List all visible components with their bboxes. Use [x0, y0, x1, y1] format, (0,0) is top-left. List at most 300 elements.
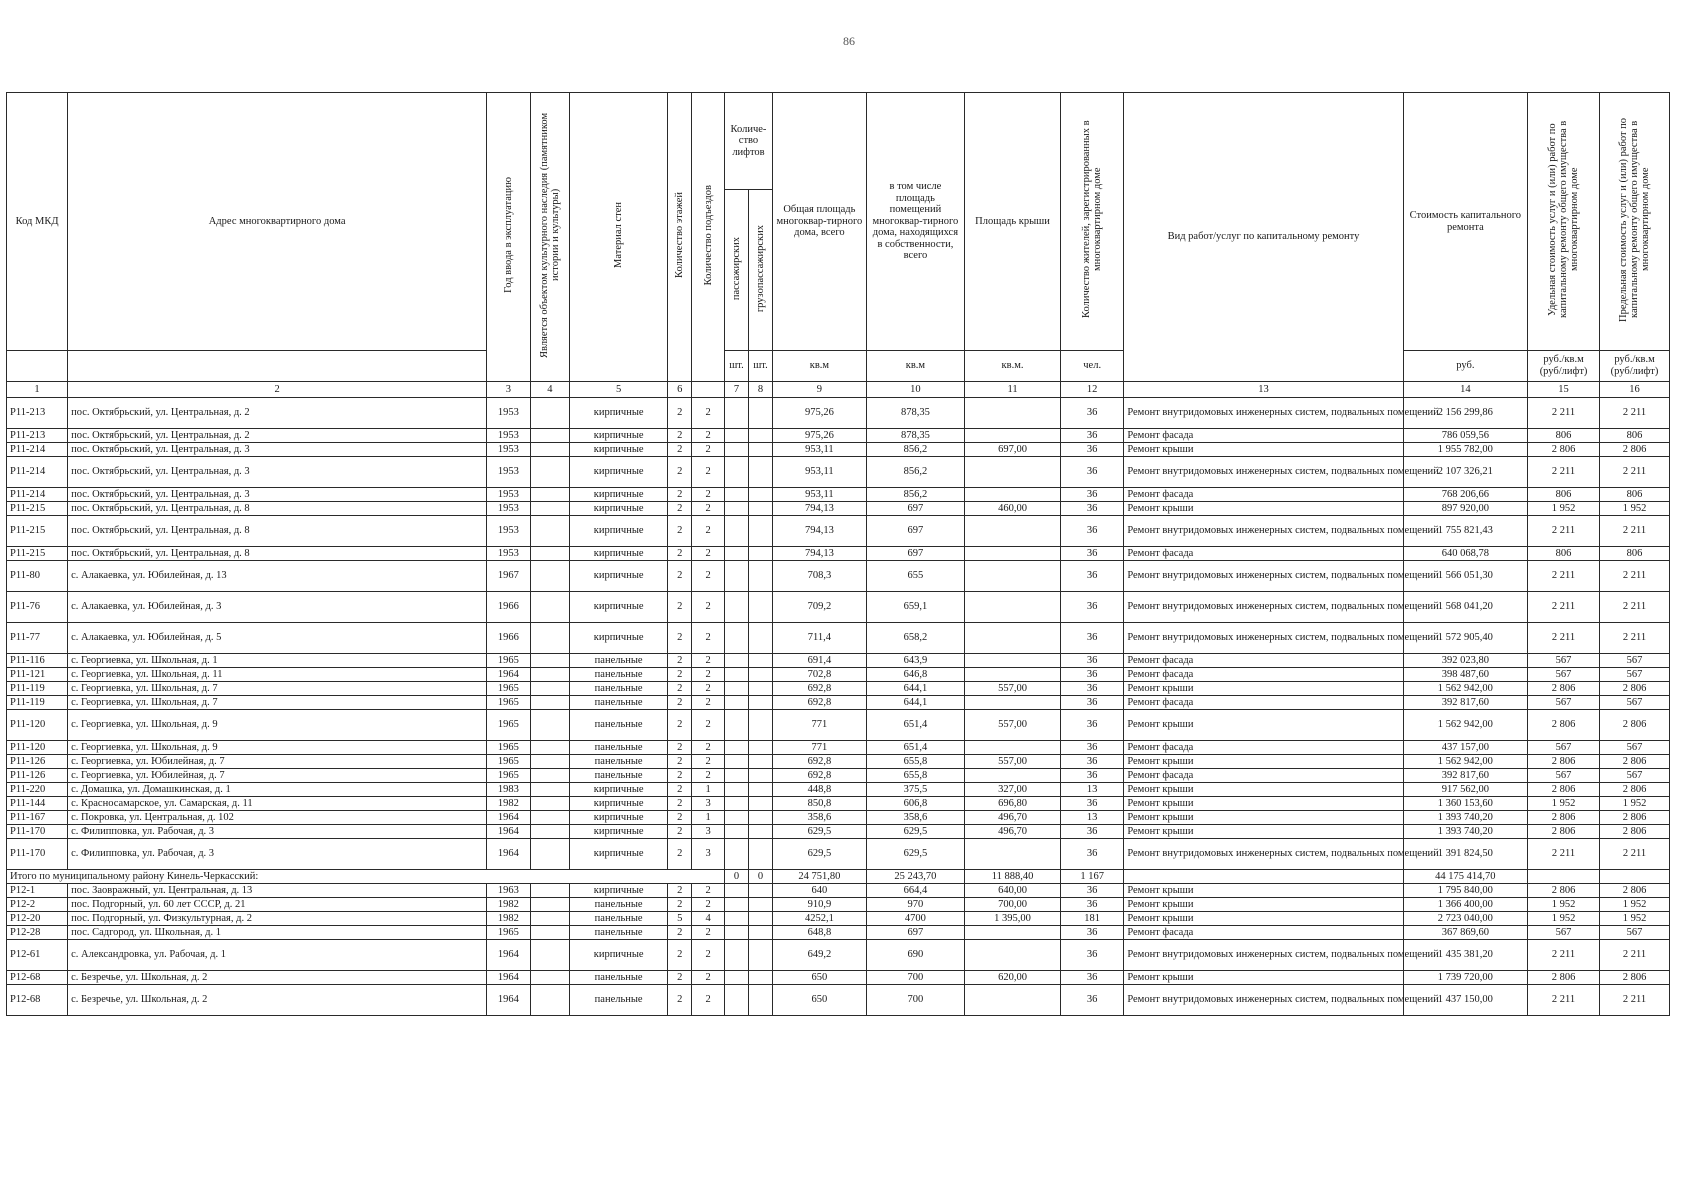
cell-owned-area: 629,5: [866, 839, 964, 870]
cell-owned-area: 646,8: [866, 668, 964, 682]
cell-walls: кирпичные: [570, 797, 668, 811]
cell-code: Р11-80: [7, 561, 68, 592]
cell-walls: кирпичные: [570, 443, 668, 457]
table-row: [7, 443, 1670, 457]
cell-code: Р11-214: [7, 443, 68, 457]
cell-residents: 36: [1061, 429, 1124, 443]
col-number: 1: [7, 382, 68, 398]
cell-address: с. Георгиевка, ул. Школьная, д. 11: [68, 668, 487, 682]
cell-total-area: 448,8: [772, 783, 866, 797]
cell-cost: 786 059,56: [1403, 429, 1527, 443]
cell-lifts-pass: [724, 623, 748, 654]
col-number: 12: [1061, 382, 1124, 398]
cell-heritage: [530, 971, 569, 985]
cell-entrances: 1: [692, 811, 725, 825]
cell-roof-area: [965, 769, 1061, 783]
table-row: [7, 839, 1670, 870]
total-row: [7, 870, 1670, 884]
unit-pcs: шт.: [724, 351, 748, 382]
table-row: [7, 755, 1670, 769]
cell-limit-cost: 2 806: [1600, 443, 1670, 457]
cell-code: Р12-68: [7, 985, 68, 1016]
cell-cost: 1 795 840,00: [1403, 884, 1527, 898]
cell-work: Ремонт крыши: [1124, 797, 1403, 811]
cell-cost: 640 068,78: [1403, 547, 1527, 561]
col-number: 9: [772, 382, 866, 398]
cell-lifts-cargo: [748, 710, 772, 741]
cell-roof-area: [965, 561, 1061, 592]
cell-owned-area: 697: [866, 926, 964, 940]
cell-entrances: 2: [692, 710, 725, 741]
cell-work: Ремонт внутридомовых инженерных систем, подвальных помещений: [1124, 985, 1403, 1016]
cell-lifts-pass: [724, 710, 748, 741]
cell-walls: панельные: [570, 985, 668, 1016]
cell-residents: 36: [1061, 898, 1124, 912]
cell-unit-cost: 2 806: [1528, 710, 1600, 741]
col-number: 16: [1600, 382, 1670, 398]
cell-cost: 398 487,60: [1403, 668, 1527, 682]
col-number: [692, 382, 725, 398]
cell-unit-cost: 2 211: [1528, 940, 1600, 971]
cell-code: Р11-213: [7, 429, 68, 443]
cell-floors: 2: [668, 502, 692, 516]
cell-entrances: 2: [692, 741, 725, 755]
cell-roof-area: [965, 926, 1061, 940]
cell-roof-area: 620,00: [965, 971, 1061, 985]
cell-total-area: 629,5: [772, 825, 866, 839]
cell-cost: 1 739 720,00: [1403, 971, 1527, 985]
cell-entrances: 2: [692, 457, 725, 488]
cell-floors: 2: [668, 623, 692, 654]
cell-work: Ремонт крыши: [1124, 884, 1403, 898]
cell-entrances: 2: [692, 884, 725, 898]
cell-limit-cost: 2 806: [1600, 755, 1670, 769]
cell-total-area: 794,13: [772, 547, 866, 561]
cell-lifts-pass: [724, 783, 748, 797]
cell-unit-cost: 567: [1528, 654, 1600, 668]
cell-roof-area: 557,00: [965, 755, 1061, 769]
cell-entrances: 2: [692, 755, 725, 769]
cell-work: Ремонт крыши: [1124, 755, 1403, 769]
cell-floors: 2: [668, 985, 692, 1016]
cell-floors: 2: [668, 429, 692, 443]
cell-total-area: 649,2: [772, 940, 866, 971]
cell-roof-area: [965, 985, 1061, 1016]
cell-cost: 2 107 326,21: [1403, 457, 1527, 488]
cell-owned-area: 700: [866, 985, 964, 1016]
total-title: Итого по муниципальному району Кинель-Черкасский:: [7, 870, 725, 884]
capital-repair-table: [6, 92, 1670, 1016]
cell-total-area: 708,3: [772, 561, 866, 592]
cell-code: Р12-68: [7, 971, 68, 985]
cell-entrances: 3: [692, 825, 725, 839]
cell-entrances: 3: [692, 797, 725, 811]
table-row: [7, 985, 1670, 1016]
cell-floors: 2: [668, 926, 692, 940]
table-row: [7, 457, 1670, 488]
cell-lifts-cargo: [748, 797, 772, 811]
cell-total-area: 910,9: [772, 898, 866, 912]
cell-roof-area: [965, 429, 1061, 443]
cell-unit-cost: 2 806: [1528, 971, 1600, 985]
cell-heritage: [530, 755, 569, 769]
cell-owned-area: 856,2: [866, 457, 964, 488]
cell-roof-area: 697,00: [965, 443, 1061, 457]
cell-walls: кирпичные: [570, 516, 668, 547]
cell-residents: 36: [1061, 696, 1124, 710]
cell-roof-area: [965, 547, 1061, 561]
cell-work: Ремонт внутридомовых инженерных систем, подвальных помещений: [1124, 839, 1403, 870]
cell-heritage: [530, 623, 569, 654]
table-row: [7, 825, 1670, 839]
cell-unit-cost: 567: [1528, 696, 1600, 710]
cell-walls: панельные: [570, 898, 668, 912]
cell-heritage: [530, 547, 569, 561]
cell-entrances: 2: [692, 769, 725, 783]
cell-address: пос. Октябрьский, ул. Центральная, д. 2: [68, 429, 487, 443]
cell-limit-cost: 806: [1600, 547, 1670, 561]
table-row: [7, 429, 1670, 443]
col-number: 7: [724, 382, 748, 398]
cell-lifts-cargo: [748, 741, 772, 755]
total-residents: 1 167: [1061, 870, 1124, 884]
cell-lifts-cargo: [748, 769, 772, 783]
unit-rub-sqm: руб./кв.м (руб/лифт): [1600, 351, 1670, 382]
cell-floors: 2: [668, 516, 692, 547]
cell-heritage: [530, 516, 569, 547]
cell-lifts-cargo: [748, 668, 772, 682]
cell-code: Р11-220: [7, 783, 68, 797]
table-row: [7, 682, 1670, 696]
cell-year: 1965: [487, 926, 531, 940]
cell-unit-cost: 2 211: [1528, 592, 1600, 623]
cell-heritage: [530, 592, 569, 623]
cell-address: пос. Октябрьский, ул. Центральная, д. 8: [68, 516, 487, 547]
cell-owned-area: 644,1: [866, 682, 964, 696]
cell-code: Р11-167: [7, 811, 68, 825]
cell-residents: 36: [1061, 755, 1124, 769]
page-number: 86: [843, 34, 855, 48]
cell-work: Ремонт внутридомовых инженерных систем, подвальных помещений: [1124, 398, 1403, 429]
cell-code: Р11-214: [7, 488, 68, 502]
cell-walls: панельные: [570, 682, 668, 696]
cell-year: 1964: [487, 811, 531, 825]
cell-address: с. Георгиевка, ул. Юбилейная, д. 7: [68, 769, 487, 783]
cell-unit-cost: 1 952: [1528, 898, 1600, 912]
cell-residents: 36: [1061, 741, 1124, 755]
table-header: [7, 93, 1670, 398]
cell-roof-area: 696,80: [965, 797, 1061, 811]
cell-heritage: [530, 797, 569, 811]
cell-total-area: 650: [772, 971, 866, 985]
table-row: [7, 884, 1670, 898]
cell-code: Р12-2: [7, 898, 68, 912]
cell-limit-cost: 2 211: [1600, 516, 1670, 547]
cell-address: с. Алакаевка, ул. Юбилейная, д. 3: [68, 592, 487, 623]
cell-lifts-pass: [724, 926, 748, 940]
cell-cost: 1 562 942,00: [1403, 710, 1527, 741]
cell-lifts-pass: [724, 755, 748, 769]
cell-cost: 768 206,66: [1403, 488, 1527, 502]
cell-cost: 1 568 041,20: [1403, 592, 1527, 623]
cell-floors: 2: [668, 561, 692, 592]
unit-empty: [7, 351, 68, 382]
cell-walls: панельные: [570, 926, 668, 940]
cell-lifts-pass: [724, 488, 748, 502]
cell-floors: 2: [668, 783, 692, 797]
cell-cost: 1 366 400,00: [1403, 898, 1527, 912]
cell-heritage: [530, 710, 569, 741]
cell-roof-area: 496,70: [965, 811, 1061, 825]
cell-entrances: 2: [692, 502, 725, 516]
cell-lifts-pass: [724, 741, 748, 755]
cell-code: Р11-126: [7, 769, 68, 783]
header-residents: Количество жителей, зарегистрированных в многоквартирном доме: [1061, 93, 1124, 351]
cell-unit-cost: 2 806: [1528, 443, 1600, 457]
cell-work: Ремонт внутридомовых инженерных систем, подвальных помещений: [1124, 940, 1403, 971]
cell-code: Р11-120: [7, 741, 68, 755]
header-entrances: Количество подъездов: [692, 93, 725, 382]
header-roof-area: Площадь крыши: [965, 93, 1061, 351]
cell-lifts-pass: [724, 769, 748, 783]
cell-walls: панельные: [570, 668, 668, 682]
cell-residents: 36: [1061, 839, 1124, 870]
cell-year: 1964: [487, 839, 531, 870]
cell-work: Ремонт крыши: [1124, 898, 1403, 912]
table-row: [7, 502, 1670, 516]
cell-lifts-pass: [724, 912, 748, 926]
header-walls: Материал стен: [570, 93, 668, 382]
cell-residents: 36: [1061, 769, 1124, 783]
cell-cost: 897 920,00: [1403, 502, 1527, 516]
cell-limit-cost: 1 952: [1600, 797, 1670, 811]
cell-owned-area: 658,2: [866, 623, 964, 654]
cell-residents: 36: [1061, 623, 1124, 654]
cell-roof-area: 557,00: [965, 710, 1061, 741]
cell-lifts-cargo: [748, 682, 772, 696]
cell-year: 1953: [487, 488, 531, 502]
cell-heritage: [530, 561, 569, 592]
cell-limit-cost: 2 211: [1600, 398, 1670, 429]
cell-floors: 2: [668, 884, 692, 898]
cell-lifts-pass: [724, 825, 748, 839]
cell-residents: 36: [1061, 502, 1124, 516]
cell-unit-cost: 567: [1528, 769, 1600, 783]
cell-limit-cost: 2 806: [1600, 811, 1670, 825]
cell-limit-cost: 2 211: [1600, 839, 1670, 870]
cell-heritage: [530, 682, 569, 696]
cell-address: пос. Октябрьский, ул. Центральная, д. 3: [68, 443, 487, 457]
cell-code: Р12-28: [7, 926, 68, 940]
cell-lifts-cargo: [748, 592, 772, 623]
cell-address: пос. Октябрьский, ул. Центральная, д. 8: [68, 547, 487, 561]
cell-walls: панельные: [570, 971, 668, 985]
cell-code: Р11-126: [7, 755, 68, 769]
cell-cost: 2 156 299,86: [1403, 398, 1527, 429]
cell-roof-area: [965, 488, 1061, 502]
cell-unit-cost: 2 211: [1528, 839, 1600, 870]
table-row: [7, 623, 1670, 654]
unit-pcs: шт.: [748, 351, 772, 382]
col-number: 3: [487, 382, 531, 398]
cell-limit-cost: 567: [1600, 654, 1670, 668]
cell-total-area: 953,11: [772, 457, 866, 488]
cell-residents: 36: [1061, 654, 1124, 668]
header-cost: Стоимость капитального ремонта: [1403, 93, 1527, 351]
cell-year: 1982: [487, 912, 531, 926]
cell-cost: 1 572 905,40: [1403, 623, 1527, 654]
cell-floors: 2: [668, 547, 692, 561]
cell-limit-cost: 567: [1600, 926, 1670, 940]
col-number: 6: [668, 382, 692, 398]
cell-unit-cost: 2 211: [1528, 398, 1600, 429]
table-row: [7, 561, 1670, 592]
header-work: Вид работ/услуг по капитальному ремонту: [1124, 93, 1403, 382]
cell-floors: 2: [668, 839, 692, 870]
total-limit-empty: [1600, 870, 1670, 884]
cell-total-area: 640: [772, 884, 866, 898]
cell-unit-cost: 1 952: [1528, 502, 1600, 516]
cell-year: 1966: [487, 623, 531, 654]
cell-entrances: 2: [692, 488, 725, 502]
cell-year: 1964: [487, 971, 531, 985]
cell-year: 1983: [487, 783, 531, 797]
cell-entrances: 2: [692, 985, 725, 1016]
cell-address: с. Георгиевка, ул. Школьная, д. 1: [68, 654, 487, 668]
cell-unit-cost: 2 806: [1528, 755, 1600, 769]
cell-walls: панельные: [570, 741, 668, 755]
cell-lifts-pass: [724, 682, 748, 696]
cell-lifts-cargo: [748, 398, 772, 429]
cell-cost: 1 755 821,43: [1403, 516, 1527, 547]
cell-work: Ремонт фасада: [1124, 926, 1403, 940]
cell-heritage: [530, 769, 569, 783]
cell-entrances: 2: [692, 398, 725, 429]
cell-unit-cost: 806: [1528, 547, 1600, 561]
cell-lifts-cargo: [748, 696, 772, 710]
cell-total-area: 711,4: [772, 623, 866, 654]
cell-limit-cost: 1 952: [1600, 898, 1670, 912]
cell-total-area: 692,8: [772, 696, 866, 710]
table-body: [7, 398, 1670, 1016]
cell-entrances: 2: [692, 654, 725, 668]
cell-residents: 36: [1061, 884, 1124, 898]
cell-heritage: [530, 985, 569, 1016]
cell-work: Ремонт фасада: [1124, 488, 1403, 502]
cell-floors: 2: [668, 682, 692, 696]
cell-year: 1982: [487, 898, 531, 912]
cell-lifts-pass: [724, 696, 748, 710]
cell-limit-cost: 2 806: [1600, 783, 1670, 797]
cell-roof-area: [965, 654, 1061, 668]
cell-cost: 437 157,00: [1403, 741, 1527, 755]
cell-total-area: 975,26: [772, 429, 866, 443]
unit-sqm: кв.м: [772, 351, 866, 382]
cell-residents: 36: [1061, 398, 1124, 429]
cell-code: Р11-214: [7, 457, 68, 488]
cell-work: Ремонт крыши: [1124, 825, 1403, 839]
cell-address: с. Домашка, ул. Домашкинская, д. 1: [68, 783, 487, 797]
cell-entrances: 3: [692, 839, 725, 870]
cell-year: 1964: [487, 668, 531, 682]
cell-owned-area: 700: [866, 971, 964, 985]
cell-lifts-cargo: [748, 561, 772, 592]
header-unit-cost: Удельная стоимость услуг и (или) работ по капитальному ремонту общего имущества в многоквартирном доме: [1528, 93, 1600, 351]
cell-year: 1965: [487, 710, 531, 741]
table-row: [7, 912, 1670, 926]
cell-lifts-pass: [724, 443, 748, 457]
cell-entrances: 2: [692, 561, 725, 592]
cell-lifts-pass: [724, 797, 748, 811]
cell-unit-cost: 2 806: [1528, 783, 1600, 797]
cell-entrances: 2: [692, 696, 725, 710]
cell-heritage: [530, 502, 569, 516]
cell-lifts-pass: [724, 971, 748, 985]
cell-lifts-pass: [724, 457, 748, 488]
cell-year: 1953: [487, 443, 531, 457]
cell-total-area: 794,13: [772, 502, 866, 516]
cell-entrances: 2: [692, 668, 725, 682]
cell-year: 1953: [487, 547, 531, 561]
cell-walls: панельные: [570, 654, 668, 668]
cell-owned-area: 644,1: [866, 696, 964, 710]
cell-roof-area: [965, 696, 1061, 710]
cell-year: 1965: [487, 755, 531, 769]
cell-lifts-pass: [724, 985, 748, 1016]
cell-walls: кирпичные: [570, 488, 668, 502]
cell-cost: 367 869,60: [1403, 926, 1527, 940]
cell-heritage: [530, 825, 569, 839]
cell-entrances: 2: [692, 971, 725, 985]
table-row: [7, 926, 1670, 940]
cell-heritage: [530, 429, 569, 443]
cell-residents: 36: [1061, 926, 1124, 940]
cell-lifts-pass: [724, 884, 748, 898]
cell-code: Р11-170: [7, 825, 68, 839]
cell-residents: 36: [1061, 825, 1124, 839]
cell-code: Р11-77: [7, 623, 68, 654]
cell-cost: 392 817,60: [1403, 696, 1527, 710]
cell-unit-cost: 1 952: [1528, 797, 1600, 811]
cell-lifts-cargo: [748, 884, 772, 898]
cell-owned-area: 878,35: [866, 429, 964, 443]
header-owned-area: в том числе площадь помещений многоквар-тирного дома, находящихся в собственности, всего: [866, 93, 964, 351]
table-row: [7, 668, 1670, 682]
cell-walls: кирпичные: [570, 811, 668, 825]
cell-limit-cost: 1 952: [1600, 502, 1670, 516]
cell-lifts-pass: [724, 561, 748, 592]
cell-lifts-pass: [724, 429, 748, 443]
col-number: 13: [1124, 382, 1403, 398]
header-total-area: Общая площадь многоквар-тирного дома, всего: [772, 93, 866, 351]
cell-total-area: 691,4: [772, 654, 866, 668]
cell-year: 1953: [487, 429, 531, 443]
cell-address: пос. Октябрьский, ул. Центральная, д. 8: [68, 502, 487, 516]
cell-work: Ремонт крыши: [1124, 971, 1403, 985]
cell-lifts-cargo: [748, 926, 772, 940]
total-unit-empty: [1528, 870, 1600, 884]
cell-owned-area: 4700: [866, 912, 964, 926]
cell-owned-area: 697: [866, 547, 964, 561]
cell-roof-area: [965, 839, 1061, 870]
cell-lifts-pass: [724, 502, 748, 516]
cell-address: пос. Октябрьский, ул. Центральная, д. 3: [68, 457, 487, 488]
cell-code: Р11-170: [7, 839, 68, 870]
table-row: [7, 811, 1670, 825]
cell-code: Р11-121: [7, 668, 68, 682]
cell-work: Ремонт фасада: [1124, 696, 1403, 710]
cell-unit-cost: 2 211: [1528, 457, 1600, 488]
